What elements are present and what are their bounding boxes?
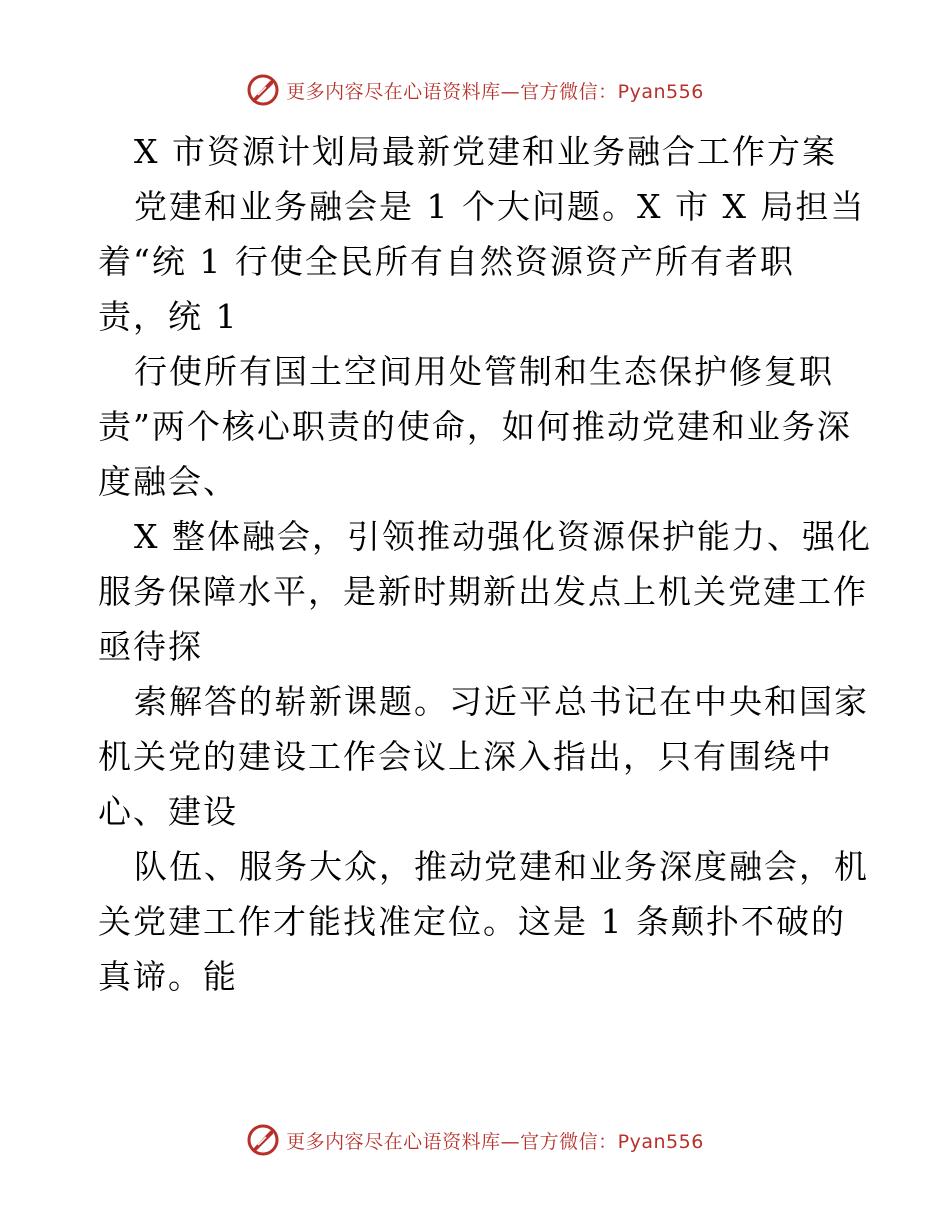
feather-pen-logo-icon — [246, 73, 280, 107]
text-line: 度融会、 — [98, 462, 238, 501]
document-body — [98, 124, 872, 1004]
watermark-footer — [0, 1120, 950, 1160]
text-line: 责，统 1 — [98, 297, 239, 336]
text-line: 机关党的建设工作会议上深入指出，只有围绕中 — [98, 737, 833, 776]
text-line: 真谛。能 — [98, 957, 238, 996]
watermark-text: 更多内容尽在心语资料库—官方微信：Pyan556 — [286, 1130, 704, 1153]
text-line: 服务保障水平，是新时期新出发点上机关党建工作 — [98, 572, 868, 611]
text-line: 责”两个核心职责的使命，如何推动党建和业务深 — [98, 407, 852, 446]
text-line: 亟待探 — [98, 627, 203, 666]
text-line: 行使所有国土空间用处管制和生态保护修复职 — [134, 352, 834, 391]
text-line: X 整体融会，引领推动强化资源保护能力、强化 — [134, 517, 872, 556]
text-line: 着“统 1 行使全民所有自然资源资产所有者职 — [98, 242, 795, 281]
watermark-text: 更多内容尽在心语资料库—官方微信：Pyan556 — [286, 80, 704, 103]
text-line: 党建和业务融会是 1 个大问题。X 市 X 局担当 — [134, 187, 866, 226]
text-line: 心、建设 — [98, 792, 238, 831]
text-line: 队伍、服务大众，推动党建和业务深度融会，机 — [134, 847, 869, 886]
watermark-header — [0, 70, 950, 110]
text-line: 索解答的崭新课题。习近平总书记在中央和国家 — [134, 682, 869, 721]
text-line: X 市资源计划局最新党建和业务融合工作方案 — [134, 132, 837, 171]
text-line: 关党建工作才能找准定位。这是 1 条颠扑不破的 — [98, 902, 846, 941]
feather-pen-logo-icon — [246, 1123, 280, 1157]
